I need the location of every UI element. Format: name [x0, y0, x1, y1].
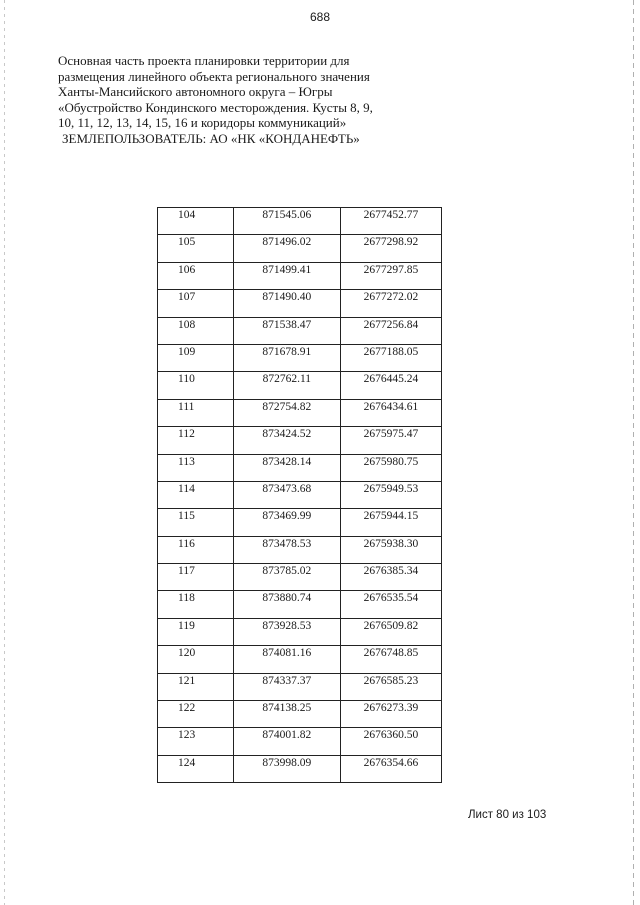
cell-text: 871678.91: [262, 345, 312, 358]
cell-text: 112: [178, 428, 195, 441]
cell-text: 872762.11: [262, 373, 312, 386]
point-number-cell: [158, 755, 234, 782]
y-coordinate-cell: [340, 208, 441, 235]
cell-text: 110: [178, 373, 195, 386]
cell-text: 115: [178, 510, 195, 523]
cell-text: 118: [178, 592, 195, 605]
x-coordinate-cell: [233, 755, 340, 782]
x-coordinate-cell: [233, 344, 340, 371]
cell-text: 2676585.23: [363, 674, 419, 687]
point-number-cell: [158, 427, 234, 454]
y-coordinate-cell: [340, 618, 441, 645]
y-coordinate-cell: [340, 344, 441, 371]
cell-text: 2675938.30: [363, 537, 419, 550]
y-coordinate-cell: [340, 290, 441, 317]
cell-text: 2676748.85: [363, 647, 419, 660]
table-row: [158, 755, 442, 782]
cell-text: 2676535.54: [363, 592, 419, 605]
cell-text: 2675975.47: [363, 428, 419, 441]
y-coordinate-cell: [340, 536, 441, 563]
table-row: [158, 235, 442, 262]
heading-line: «Обустройство Кондинского месторождения. Кусты 8, 9,: [58, 99, 373, 115]
cell-text: 2676273.39: [363, 702, 419, 715]
cell-text: 107: [178, 291, 196, 304]
cell-text: 111: [178, 400, 195, 413]
point-number-cell: [158, 564, 234, 591]
cell-text: 2677298.92: [363, 236, 419, 249]
y-coordinate-cell: [340, 564, 441, 591]
point-number-cell: [158, 208, 234, 235]
point-number-cell: [158, 290, 234, 317]
cell-text: 871496.02: [262, 236, 312, 249]
table-row: [158, 564, 442, 591]
document-heading: [58, 53, 388, 146]
point-number-cell: [158, 317, 234, 344]
cell-text: 2677297.85: [363, 263, 419, 276]
point-number-cell: [158, 536, 234, 563]
x-coordinate-cell: [233, 591, 340, 618]
cell-text: 874001.82: [262, 729, 312, 742]
cell-text: 873785.02: [262, 565, 312, 578]
y-coordinate-cell: [340, 755, 441, 782]
table-row: [158, 673, 442, 700]
point-number-cell: [158, 591, 234, 618]
x-coordinate-cell: [233, 262, 340, 289]
x-coordinate-cell: [233, 509, 340, 536]
table-row: [158, 427, 442, 454]
x-coordinate-cell: [233, 454, 340, 481]
cell-text: 119: [178, 619, 195, 632]
cell-text: 873473.68: [262, 482, 312, 495]
point-number-cell: [158, 262, 234, 289]
table-row: [158, 208, 442, 235]
table-row: [158, 509, 442, 536]
x-coordinate-cell: [233, 481, 340, 508]
table-row: [158, 317, 442, 344]
point-number-cell: [158, 509, 234, 536]
x-coordinate-cell: [233, 673, 340, 700]
cell-text: 2676434.61: [363, 400, 419, 413]
sheet-footer: Лист 80 из 103: [468, 809, 547, 821]
cell-text: 114: [178, 482, 195, 495]
point-number-cell: [158, 728, 234, 755]
x-coordinate-cell: [233, 427, 340, 454]
x-coordinate-cell: [233, 618, 340, 645]
x-coordinate-cell: [233, 564, 340, 591]
cell-text: 871538.47: [262, 318, 312, 331]
table-row: [158, 481, 442, 508]
cell-text: 871490.40: [262, 291, 312, 304]
x-coordinate-cell: [233, 208, 340, 235]
cell-text: 106: [178, 263, 196, 276]
cell-text: 121: [178, 674, 196, 687]
cell-text: 117: [178, 565, 195, 578]
y-coordinate-cell: [340, 701, 441, 728]
cell-text: 108: [178, 318, 196, 331]
point-number-cell: [158, 646, 234, 673]
cell-text: 873880.74: [262, 592, 312, 605]
point-number-cell: [158, 701, 234, 728]
y-coordinate-cell: [340, 427, 441, 454]
cell-text: 2676360.50: [363, 729, 419, 742]
cell-text: 874138.25: [262, 702, 312, 715]
heading-line: размещения линейного объекта регионального значения: [58, 68, 370, 84]
y-coordinate-cell: [340, 454, 441, 481]
y-coordinate-cell: [340, 591, 441, 618]
x-coordinate-cell: [233, 728, 340, 755]
x-coordinate-cell: [233, 290, 340, 317]
point-number-cell: [158, 454, 234, 481]
heading-line: Основная часть проекта планировки территории для: [58, 53, 350, 68]
y-coordinate-cell: [340, 235, 441, 262]
x-coordinate-cell: [233, 399, 340, 426]
cell-text: 2675944.15: [363, 510, 419, 523]
y-coordinate-cell: [340, 481, 441, 508]
cell-text: 2676445.24: [363, 373, 419, 386]
y-coordinate-cell: [340, 728, 441, 755]
cell-text: 2677188.05: [363, 345, 419, 358]
cell-text: 113: [178, 455, 195, 468]
cell-text: 874081.16: [262, 647, 312, 660]
heading-line: 10, 11, 12, 13, 14, 15, 16 и коридоры коммуникаций»: [58, 115, 347, 130]
cell-text: 120: [178, 647, 196, 660]
y-coordinate-cell: [340, 673, 441, 700]
cell-text: 873424.52: [262, 428, 312, 441]
table-row: [158, 290, 442, 317]
cell-text: 124: [178, 756, 196, 769]
coordinates-table: [157, 207, 442, 783]
point-number-cell: [158, 399, 234, 426]
cell-text: 872754.82: [262, 400, 312, 413]
x-coordinate-cell: [233, 701, 340, 728]
cell-text: 122: [178, 702, 196, 715]
x-coordinate-cell: [233, 646, 340, 673]
cell-text: 2675980.75: [363, 455, 419, 468]
cell-text: 2677452.77: [363, 209, 419, 221]
y-coordinate-cell: [340, 646, 441, 673]
cell-text: 873998.09: [262, 756, 312, 769]
table-row: [158, 344, 442, 371]
cell-text: 2675949.53: [363, 482, 419, 495]
table-row: [158, 728, 442, 755]
point-number-cell: [158, 344, 234, 371]
cell-text: 2676509.82: [363, 619, 419, 632]
x-coordinate-cell: [233, 235, 340, 262]
scan-edge-left: [4, 0, 5, 905]
cell-text: 873928.53: [262, 619, 312, 632]
point-number-cell: [158, 481, 234, 508]
point-number-cell: [158, 372, 234, 399]
y-coordinate-cell: [340, 372, 441, 399]
cell-text: 873428.14: [262, 455, 312, 468]
cell-text: 871499.41: [262, 263, 312, 276]
cell-text: 116: [178, 537, 195, 550]
cell-text: 874337.37: [262, 674, 312, 687]
y-coordinate-cell: [340, 509, 441, 536]
cell-text: 873478.53: [262, 537, 312, 550]
table-row: [158, 618, 442, 645]
cell-text: 109: [178, 345, 196, 358]
page-number: 688: [309, 10, 331, 24]
cell-text: 2677256.84: [363, 318, 419, 331]
x-coordinate-cell: [233, 372, 340, 399]
heading-line: Ханты-Мансийского автономного округа – Югры: [58, 84, 333, 99]
table-row: [158, 372, 442, 399]
table-row: [158, 591, 442, 618]
cell-text: 123: [178, 729, 196, 742]
cell-text: 2677272.02: [363, 291, 419, 304]
point-number-cell: [158, 235, 234, 262]
coordinates-table-body: [158, 208, 442, 783]
x-coordinate-cell: [233, 536, 340, 563]
land-user-line: ЗЕМЛЕПОЛЬЗОВАТЕЛЬ: АО «НК «КОНДАНЕФТЬ»: [62, 130, 360, 146]
point-number-cell: [158, 618, 234, 645]
table-row: [158, 454, 442, 481]
y-coordinate-cell: [340, 262, 441, 289]
table-row: [158, 262, 442, 289]
cell-text: 873469.99: [262, 510, 312, 523]
x-coordinate-cell: [233, 317, 340, 344]
cell-text: 104: [178, 209, 196, 221]
cell-text: 105: [178, 236, 196, 249]
cell-text: 2676354.66: [363, 756, 419, 769]
table-row: [158, 701, 442, 728]
point-number-cell: [158, 673, 234, 700]
table-row: [158, 399, 442, 426]
table-row: [158, 536, 442, 563]
table-row: [158, 646, 442, 673]
cell-text: 871545.06: [262, 209, 312, 221]
y-coordinate-cell: [340, 399, 441, 426]
scan-edge-right: [633, 0, 634, 905]
cell-text: 2676385.34: [363, 565, 419, 578]
y-coordinate-cell: [340, 317, 441, 344]
